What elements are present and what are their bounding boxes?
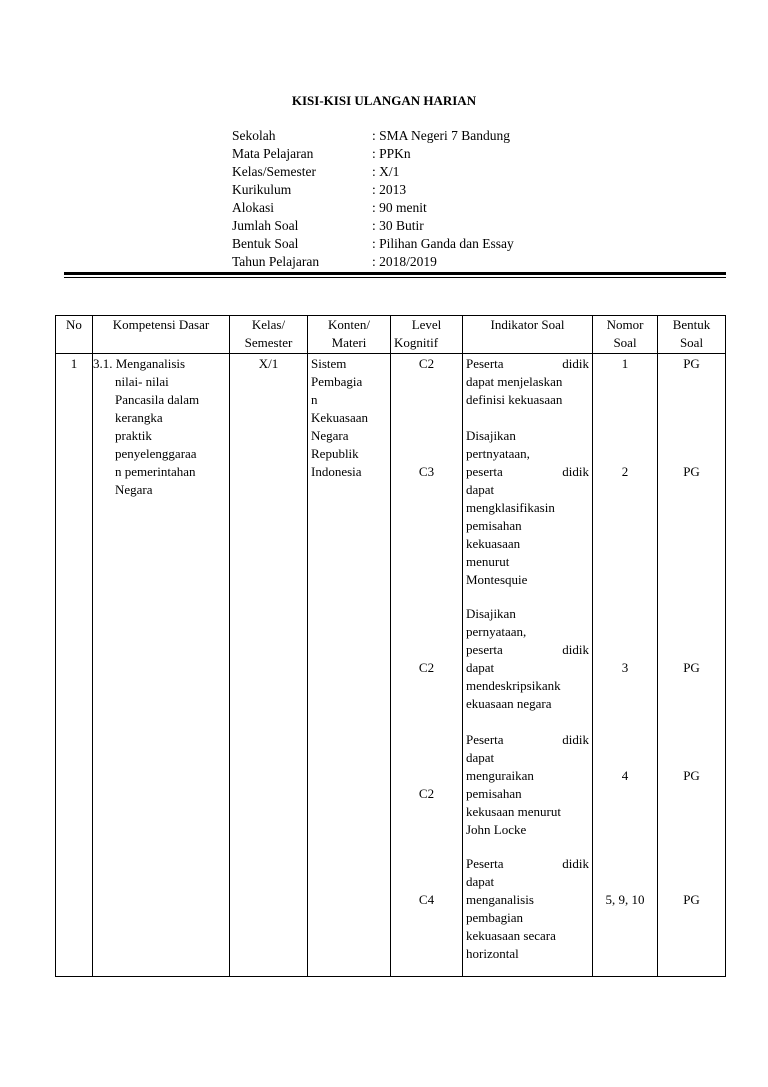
bentuk-item: PG [683, 768, 700, 783]
cell-kompetensi-dasar: 3.1. Menganalisis nilai- nilai Pancasila dalam kerangka praktik penyelenggaraa n pemerintahan Negara [93, 354, 230, 977]
info-label: Tahun Pelajaran [232, 254, 320, 269]
nomor-item: 2 [621, 464, 629, 479]
info-label: Bentuk Soal [232, 236, 299, 251]
header-divider-thick [64, 272, 726, 275]
header-konten-materi: Konten/ Materi [308, 316, 391, 354]
info-value: : SMA Negeri 7 Bandung [372, 128, 510, 143]
info-row [232, 145, 514, 163]
kisi-kisi-table [55, 315, 726, 977]
info-value: : 90 menit [372, 200, 427, 215]
info-row [232, 163, 514, 181]
kd-number: 3.1. [93, 356, 113, 371]
header-level-kognitif: Level Kognitif [391, 316, 463, 354]
indikator-item: Disajikan pernyataan, peserta didik dapat mendeskripsikank ekuasaan negara [466, 606, 589, 711]
info-value: : 2018/2019 [372, 254, 437, 269]
info-value: : 30 Butir [372, 218, 424, 233]
indikator-item: Peserta didik dapat menganalisis pembagian kekuasaan secara horizontal [466, 856, 589, 961]
level-item: C2 [418, 660, 435, 675]
level-item: C2 [418, 786, 435, 801]
indikator-item: Peserta didik dapat menjelaskan definisi kekuasaan [466, 356, 589, 407]
cell-bentuk [658, 354, 726, 977]
level-item: C3 [418, 464, 435, 479]
nomor-item: 4 [621, 768, 629, 783]
level-item: C4 [418, 892, 435, 907]
cell-indikator [463, 354, 593, 977]
info-label: Jumlah Soal [232, 218, 299, 233]
document-title: KISI-KISI ULANGAN HARIAN [291, 93, 477, 108]
info-label: Kurikulum [232, 182, 292, 197]
bentuk-item: PG [683, 356, 700, 371]
info-label: Kelas/Semester [232, 164, 316, 179]
info-value: : X/1 [372, 164, 400, 179]
info-label: Alokasi [232, 200, 274, 215]
header-kelas-semester: Kelas/ Semester [230, 316, 308, 354]
nomor-item: 3 [621, 660, 629, 675]
indikator-item: Peserta didik dapat menguraikan pemisahan kekusaan menurut John Locke [466, 732, 589, 837]
cell-kelas: X/1 [230, 354, 308, 977]
header-divider-thin [64, 277, 726, 278]
info-row [232, 235, 514, 253]
cell-konten: Sistem Pembagia n Kekuasaan Negara Republik Indonesia [308, 354, 391, 977]
info-value: : Pilihan Ganda dan Essay [372, 236, 514, 251]
info-label: Mata Pelajaran [232, 146, 314, 161]
bentuk-item: PG [683, 464, 700, 479]
indikator-item: Disajikan pertnyataan, peserta didik dapat mengklasifikasin pemisahan kekuasaan menurut Montesquie [466, 428, 589, 587]
header-no: No [56, 316, 93, 354]
info-row [232, 181, 514, 199]
nomor-item: 1 [621, 356, 629, 371]
table-row [56, 354, 726, 977]
info-row [232, 217, 514, 235]
cell-no: 1 [56, 354, 93, 977]
bentuk-item: PG [683, 892, 700, 907]
table-header-row [56, 316, 726, 354]
info-label: Sekolah [232, 128, 276, 143]
header-kompetensi-dasar: Kompetensi Dasar [93, 316, 230, 354]
header-nomor-soal: Nomor Soal [593, 316, 658, 354]
info-value: : PPKn [372, 146, 411, 161]
bentuk-item: PG [683, 660, 700, 675]
header-indikator-soal: Indikator Soal [463, 316, 593, 354]
cell-level [391, 354, 463, 977]
level-item: C2 [418, 356, 435, 371]
cell-nomor [593, 354, 658, 977]
document-info [232, 127, 514, 271]
info-row [232, 127, 514, 145]
info-value: : 2013 [372, 182, 407, 197]
header-bentuk-soal: Bentuk Soal [658, 316, 726, 354]
info-row [232, 199, 514, 217]
info-row [232, 253, 514, 271]
nomor-item: 5, 9, 10 [605, 892, 645, 907]
